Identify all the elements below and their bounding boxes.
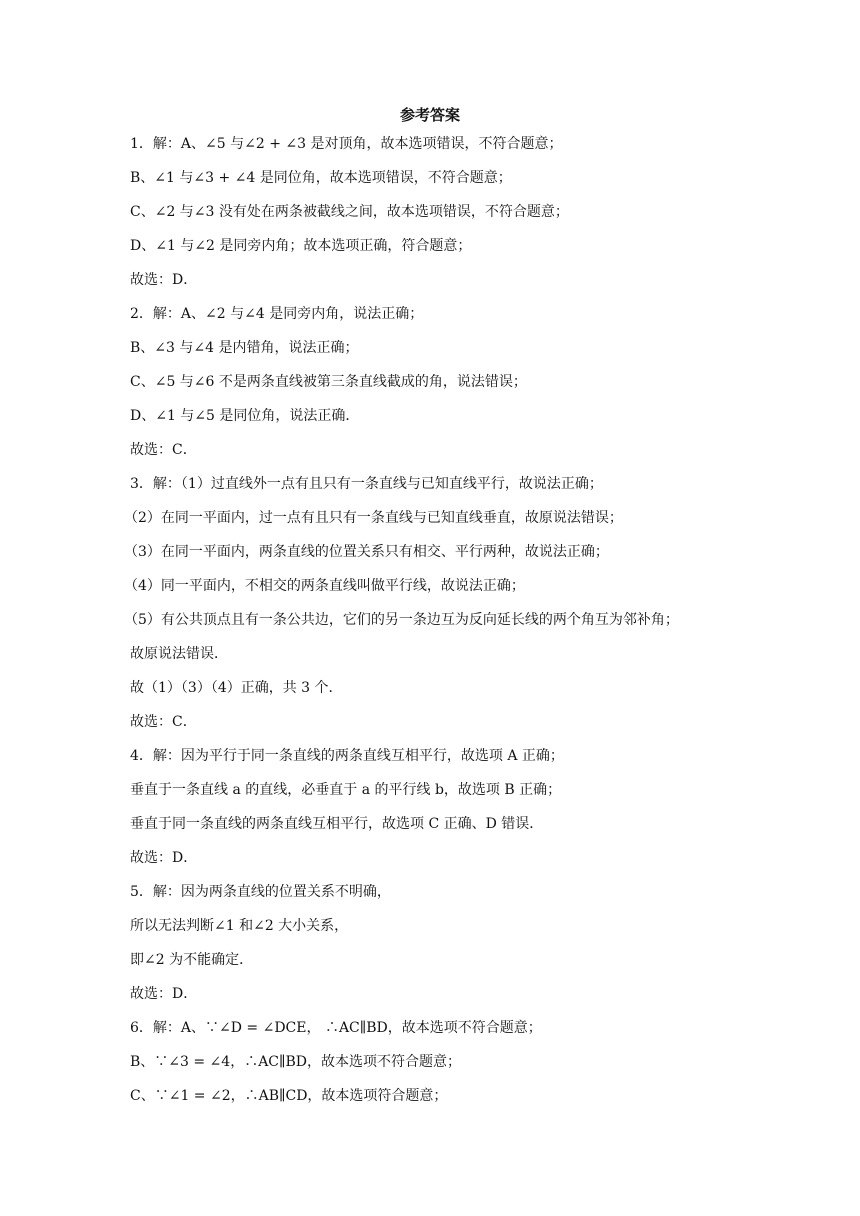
text-line: D、∠1 与∠5 是同位角，说法正确． [130,408,360,424]
text-line: 故选：C． [130,442,197,458]
text-line: 1．解：A、∠5 与∠2 + ∠3 是对顶角，故本选项错误，不符合题意； [130,136,563,152]
text-line: C、∠5 与∠6 不是两条直线被第三条直线截成的角，说法错误； [130,374,527,390]
text-line: 所以无法判断∠1 和∠2 大小关系， [130,918,349,934]
text-line: （4）同一平面内，不相交的两条直线叫做平行线，故说法正确； [124,578,525,594]
text-line: 即∠2 为不能确定． [130,952,254,968]
text-line: 垂直于同一条直线的两条直线互相平行，故选项 C 正确、D 错误． [130,816,544,832]
text-line: 故选：C． [130,714,197,730]
text-line: 故选：D． [130,850,198,866]
text-line: （5）有公共顶点且有一条公共边，它们的另一条边互为反向延长线的两个角互为邻补角； [124,612,679,628]
text-line: C、∠2 与∠3 没有处在两条被截线之间，故本选项错误，不符合题意； [130,204,569,220]
text-line: 3．解：（1）过直线外一点有且只有一条直线与已知直线平行，故说法正确； [130,476,603,492]
text-line: 故选：D． [130,986,198,1002]
answer-body [124,134,830,1120]
text-line: B、∠3 与∠4 是内错角，说法正确； [130,340,359,356]
text-line: C、∵∠1 = ∠2，∴AB∥CD，故本选项符合题意； [130,1088,448,1104]
text-line: B、∠1 与∠3 + ∠4 是同位角，故本选项错误，不符合题意； [130,170,512,186]
text-line: 故选：D． [130,272,198,288]
text-line: 6．解：A、∵∠D = ∠DCE， ∴AC∥BD，故本选项不符合题意； [130,1020,542,1036]
text-line: （3）在同一平面内，两条直线的位置关系只有相交、平行两种，故说法正确； [124,544,609,560]
text-line: D、∠1 与∠2 是同旁内角；故本选项正确，符合题意； [130,238,472,254]
text-line: B、∵∠3 = ∠4，∴AC∥BD，故本选项不符合题意； [130,1054,461,1070]
text-line: 故原说法错误． [130,646,228,662]
text-line: 5．解：因为两条直线的位置关系不明确， [130,884,391,900]
text-line: 垂直于一条直线 a 的直线，必垂直于 a 的平行线 b，故选项 B 正确； [130,782,562,798]
text-line: 4．解：因为平行于同一条直线的两条直线互相平行，故选项 A 正确； [130,748,564,764]
text-line: （2）在同一平面内，过一点有且只有一条直线与已知直线垂直，故原说法错误； [124,510,623,526]
page-title: 参考答案 [399,106,460,124]
text-line: 2．解：A、∠2 与∠4 是同旁内角，说法正确； [130,306,424,322]
text-line: 故（1）（3）（4）正确，共 3 个． [130,680,343,696]
